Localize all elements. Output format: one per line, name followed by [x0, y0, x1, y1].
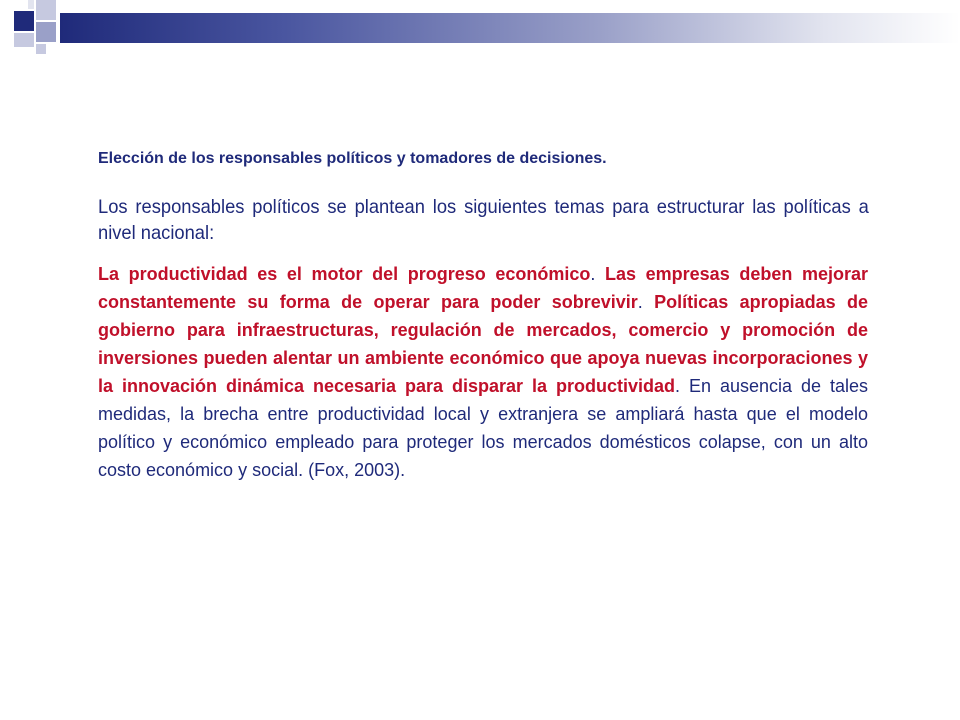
header-gradient-bar [60, 13, 960, 43]
decor-square [14, 11, 34, 31]
slide-content [98, 150, 868, 484]
body-segment-red: Políticas apropiadas de gobierno para infraestructuras, regulación de mercados, comercio y promoción de inversiones pueden alentar un ambiente económico que apoya nuevas incorporaciones y la innovación dinámica necesaria para disparar la productividad [98, 292, 868, 396]
body-segment: . [590, 264, 606, 284]
body-segment-red: Las empresas deben mejorar constantemente su forma de operar para poder sobrevivir [98, 264, 868, 312]
body-segment-red: La productividad es el motor del progreso económico [98, 264, 591, 284]
body-segment: . En ausencia de tales medidas, la brecha entre productividad local y extranjera se ampliará hasta que el modelo político y económico empleado para proteger los mercados domésticos colapse, con un alto costo económico y social. (Fox, 2003). [98, 376, 868, 480]
intro-paragraph: Los responsables políticos se plantean los siguientes temas para estructurar las políticas a nivel nacional: [98, 196, 869, 244]
decor-square [36, 0, 56, 20]
decor-square [14, 33, 34, 47]
body-paragraph [98, 260, 868, 484]
decor-square [36, 44, 46, 54]
decor-square [36, 22, 56, 42]
slide-subtitle: Elección de los responsables políticos y tomadores de decisiones. [98, 150, 607, 167]
body-segment: . [637, 292, 655, 312]
decor-square [28, 0, 34, 9]
